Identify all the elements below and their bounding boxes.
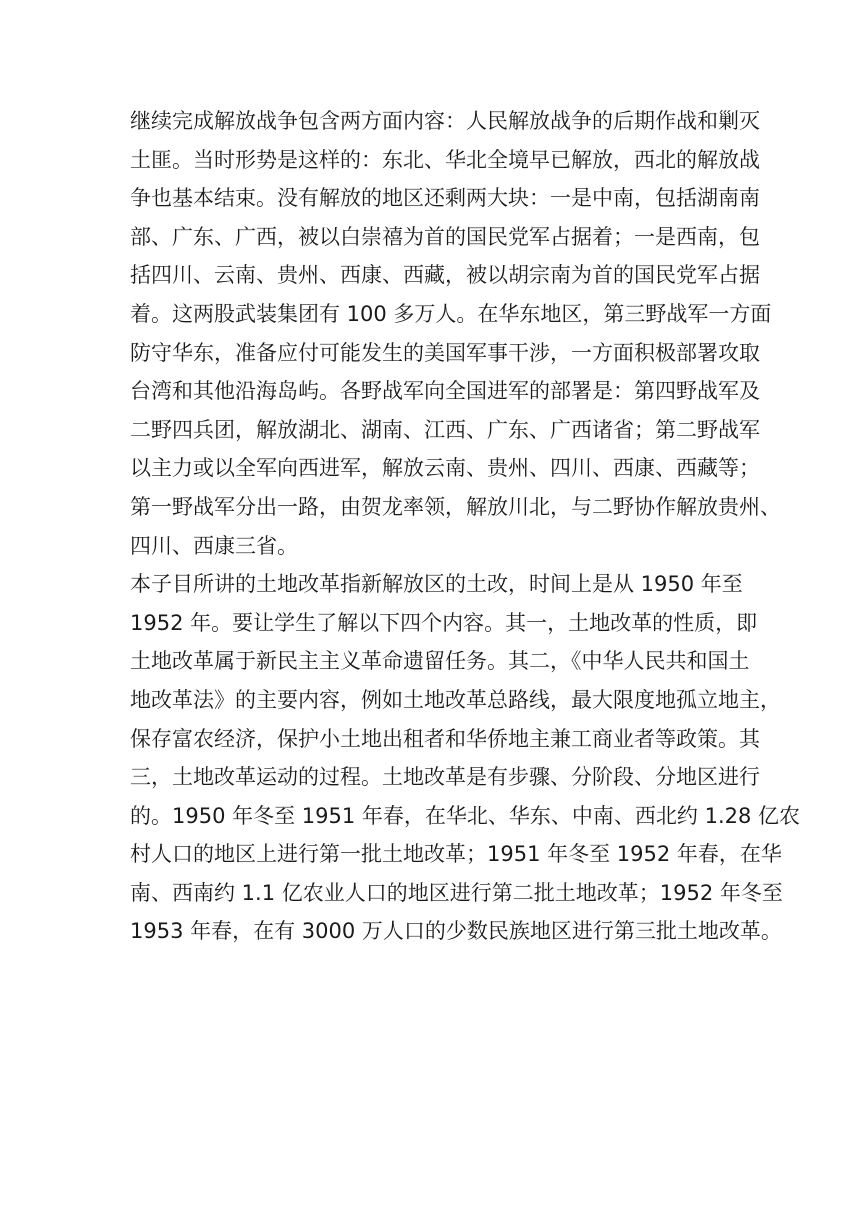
text-line: 以主力或以全军向西进军，解放云南、贵州、四川、西康、西藏等； [130, 456, 760, 481]
text-line: 四川、西康三省。 [130, 533, 298, 558]
text-line: 二野四兵团，解放湖北、湖南、江西、广东、广西诸省；第二野战军 [130, 417, 760, 442]
text-line: 土匪。当时形势是这样的：东北、华北全境早已解放，西北的解放战 [130, 147, 760, 172]
text-line: 村人口的地区上进行第一批土地改革；1951 年冬至 1952 年春，在华 [130, 842, 782, 867]
text-line: 着。这两股武装集团有 100 多万人。在华东地区，第三野战军一方面 [130, 301, 772, 326]
text-line: 南、西南约 1.1 亿农业人口的地区进行第二批土地改革；1952 年冬至 [130, 880, 783, 905]
text-line: 台湾和其他沿海岛屿。各野战军向全国进军的部署是：第四野战军及 [130, 379, 760, 404]
text-line: 括四川、云南、贵州、西康、西藏，被以胡宗南为首的国民党军占据 [130, 263, 760, 288]
text-line: 保存富农经济，保护小土地出租者和华侨地主兼工商业者等政策。其 [130, 726, 760, 751]
text-line: 防守华东，准备应付可能发生的美国军事干涉，一方面积极部署攻取 [130, 340, 760, 365]
text-line: 本子目所讲的土地改革指新解放区的土改，时间上是从 1950 年至 [130, 572, 743, 597]
document-body [130, 102, 801, 951]
text-line: 第一野战军分出一路，由贺龙率领，解放川北，与二野协作解放贵州、 [130, 494, 781, 519]
text-line: 的。1950 年冬至 1951 年春，在华北、华东、中南、西北约 1.28 亿农 [130, 803, 801, 828]
text-line: 争也基本结束。没有解放的地区还剩两大块：一是中南，包括湖南南 [130, 186, 760, 211]
text-line: 继续完成解放战争包含两方面内容：人民解放战争的后期作战和剿灭 [130, 109, 760, 133]
text-line: 1953 年春，在有 3000 万人口的少数民族地区进行第三批土地改革。 [130, 919, 782, 944]
text-line: 三，土地改革运动的过程。土地改革是有步骤、分阶段、分地区进行 [130, 765, 760, 790]
paragraph-land-reform [130, 565, 801, 951]
paragraph-liberation-war [130, 102, 781, 565]
text-line: 部、广东、广西，被以白崇禧为首的国民党军占据着；一是西南，包 [130, 224, 760, 249]
text-line: 土地改革属于新民主主义革命遗留任务。其二，《中华人民共和国土 [130, 649, 750, 674]
text-line: 1952 年。要让学生了解以下四个内容。其一，土地改革的性质，即 [130, 610, 758, 635]
text-line: 地改革法》的主要内容，例如土地改革总路线，最大限度地孤立地主， [130, 687, 781, 712]
